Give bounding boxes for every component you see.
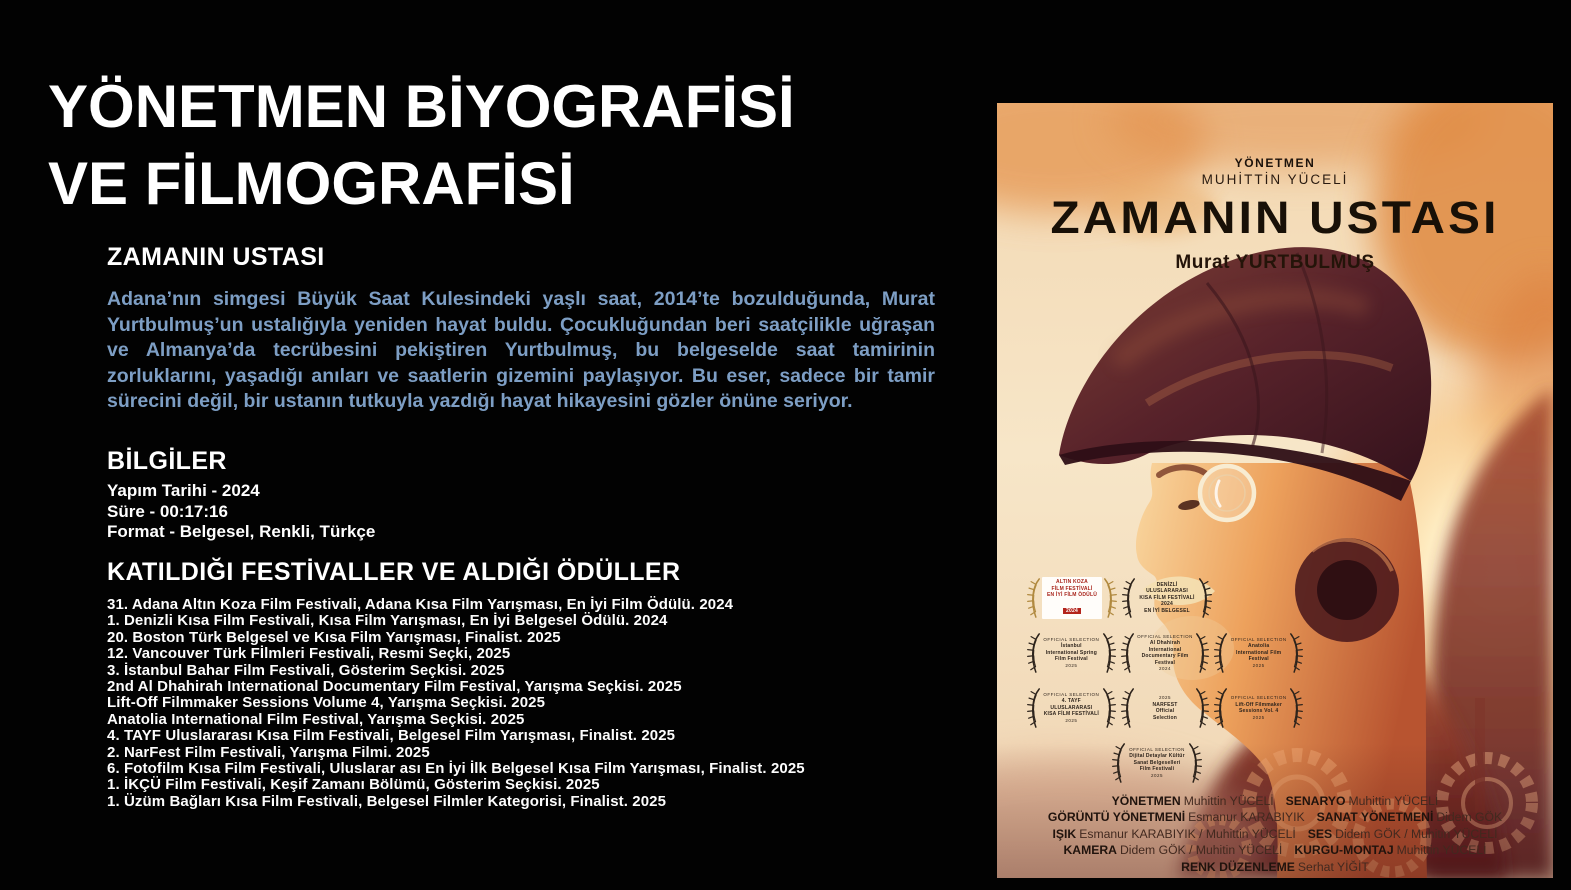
credit-label: GÖRÜNTÜ YÖNETMENİ xyxy=(1047,810,1186,825)
credit-value: Didem GÖK / Muhitin YÜCELİ xyxy=(1119,843,1283,858)
credit-value: Esmanur KARABIYIK xyxy=(1188,810,1305,825)
laurel-wreath-icon: OFFICIAL SELECTION Anatolia International Film Festival 2025 xyxy=(1214,628,1303,678)
poster-starring: Murat YURTBULMUŞ xyxy=(1175,252,1375,273)
credit-value: Muhittin YÜCELİ xyxy=(1396,843,1487,858)
info-line-production-date: Yapım Tarihi - 2024 xyxy=(107,481,260,500)
festival-item: 2. NarFest Film Festivali, Yarışma Filmi. 2025 xyxy=(107,743,430,761)
page-title-line2: VE FİLMOGRAFİSİ xyxy=(48,150,575,218)
credit-value: Didem GÖK / Muhitin YÜCELİ xyxy=(1335,826,1498,841)
poster-credits-line xyxy=(1005,793,1545,809)
poster-credits-line xyxy=(1005,826,1545,842)
poster-laurels xyxy=(1011,573,1303,793)
poster-director-name: MUHİTTİN YÜCELİ xyxy=(1201,172,1349,187)
info-line-duration: Süre - 00:17:16 xyxy=(107,501,228,521)
festival-item: 1. Üzüm Bağları Kısa Film Festivali, Belgesel Filmler Kategorisi, Finalist. 2025 xyxy=(107,792,667,810)
credit-label: IŞIK xyxy=(1052,826,1077,841)
laurel-wreath-icon: OFFICIAL SELECTION İstanbul International Spring Film Festival 2025 xyxy=(1027,628,1116,678)
festival-item: 1. Denizli Kısa Film Festivali, Kısa Film Yarışması, En İyi Belgesel Ödülü. 2024 xyxy=(107,612,668,630)
festival-item: Anatolia International Film Festival, Yarışma Seçkisi. 2025 xyxy=(107,710,525,728)
film-title-heading: ZAMANIN USTASI xyxy=(107,243,325,271)
poster-credits-line xyxy=(1005,859,1545,875)
laurel-wreath-icon: OFFICIAL SELECTION Dijital Detaylar Kültür Sanat Belgeselleri Film Festivali 2025 xyxy=(1112,738,1202,788)
credit-label: KAMERA xyxy=(1063,843,1117,858)
festival-item: 20. Boston Türk Belgesel ve Kısa Film Yarışması, Finalist. 2025 xyxy=(107,628,561,646)
laurel-row xyxy=(1011,573,1303,623)
laurel-row xyxy=(1011,738,1303,788)
page-title-line1: YÖNETMEN BİYOGRAFİSİ xyxy=(48,73,795,141)
credit-value: Didem GÖK xyxy=(1436,810,1503,825)
film-synopsis: Adana’nın simgesi Büyük Saat Kulesindeki yaşlı saat, 2014’te bozulduğunda, Murat Yurtbulmuş’un ustalığıyla yeniden hayat buldu. Çocukluğundan beri saatçilikle uğraşan ve Almanya’da tecrübesini pekiştiren Yurtbulmuş, bu belgeselde saat tamirinin zorluklarını, yaşadığı anıları ve saatlerin gizemini paylaşıyor. Bu eser, sadece bir tamir sürecini değil, bir ustanın tutkuyla yazdığı hayat hikayesini gözler önüne seriyor. xyxy=(107,288,935,412)
festival-item: 4. TAYF Uluslararası Kısa Film Festivali, Belgesel Film Yarışması, Finalist. 2025 xyxy=(107,727,676,745)
festival-item: 6. Fotofilm Kısa Film Festivali, Uluslarar ası En İyi İlk Belgesel Kısa Film Yarışması, Finalist. 2025 xyxy=(107,760,805,778)
festivals-heading: KATILDIĞI FESTİVALLER VE ALDIĞI ÖDÜLLER xyxy=(107,558,681,586)
info-lines xyxy=(107,481,375,543)
poster-header xyxy=(997,103,1553,274)
poster-title: ZAMANIN USTASI xyxy=(1050,192,1500,243)
page-title xyxy=(48,68,795,222)
festival-item: 1. İKÇÜ Film Festivali, Keşif Zamanı Bölümü, Gösterim Seçkisi. 2025 xyxy=(107,776,600,794)
credit-label: YÖNETMEN xyxy=(1111,794,1181,808)
laurel-row xyxy=(1011,683,1303,733)
info-heading: BİLGİLER xyxy=(107,447,227,475)
credit-value: Muhittin YÜCELİ xyxy=(1348,794,1439,808)
festival-list xyxy=(107,597,952,810)
credit-value: Esmanur KARABIYIK / Muhittin YÜCELİ xyxy=(1079,826,1296,841)
laurel-wreath-icon: 2025 NARFEST Official Selection xyxy=(1121,683,1210,733)
festival-item: 12. Vancouver Türk Fİlmleri Festivali, Resmi Seçki, 2025 xyxy=(107,645,511,663)
credit-label: KURGU-MONTAJ xyxy=(1294,843,1394,858)
credit-value: Serhat YİĞİT xyxy=(1297,859,1369,874)
laurel-wreath-icon: OFFICIAL SELECTION Al Dhahirah International Documentary Film Festival 2024 xyxy=(1121,628,1210,678)
poster-credits xyxy=(1005,793,1545,875)
poster-director-label: YÖNETMEN xyxy=(1234,156,1316,170)
festival-item: Lift-Off Filmmaker Sessions Volume 4, Yarışma Seçkisi. 2025 xyxy=(107,694,546,712)
credit-label: SENARYO xyxy=(1285,794,1346,808)
credit-label: RENK DÜZENLEME xyxy=(1181,859,1295,874)
festival-item: 3. İstanbul Bahar Film Festivali, Gösterim Seçkisi. 2025 xyxy=(107,661,505,679)
credit-label: SANAT YÖNETMENİ xyxy=(1316,810,1434,825)
festival-item: 31. Adana Altın Koza Film Festivali, Adana Kısa Film Yarışması, En İyi Film Ödülü. 2024 xyxy=(107,596,734,613)
credit-value: Muhittin YÜCELİ xyxy=(1183,794,1274,808)
laurel-wreath-icon: ALTIN KOZA FİLM FESTİVALİ EN İYİ FİLM ÖDÜLÜ 2024 xyxy=(1027,573,1117,623)
laurel-row xyxy=(1011,628,1303,678)
info-line-format: Format - Belgesel, Renkli, Türkçe xyxy=(107,522,376,541)
film-poster xyxy=(997,103,1553,878)
poster-credits-line xyxy=(1005,842,1545,858)
laurel-wreath-icon: OFFICIAL SELECTION 4. TAYF ULUSLARARASI KISA FİLM FESTİVALİ 2025 xyxy=(1027,683,1116,733)
laurel-wreath-icon: DENİZLİ ULUSLARARASI KISA FİLM FESTİVALİ 2024 EN İYİ BELGESEL xyxy=(1122,573,1212,623)
poster-credits-line xyxy=(1005,809,1545,825)
credit-label: SES xyxy=(1307,826,1333,841)
festival-item: 2nd Al Dhahirah International Documentary Film Festival, Yarışma Seçkisi. 2025 xyxy=(107,678,682,696)
laurel-wreath-icon: OFFICIAL SELECTION Lift-Off Filmmaker Sessions Vol. 4 2025 xyxy=(1214,683,1303,733)
